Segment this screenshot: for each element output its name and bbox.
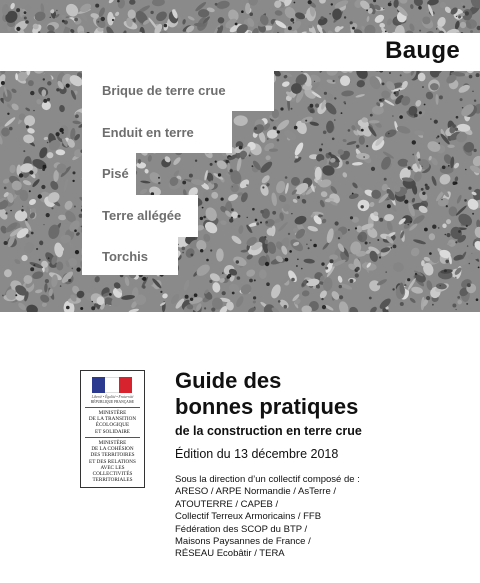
ministry-territories: MINISTÈRE DE LA COHÉSION DES TERRITOIRES ET DES RELATIONS AVEC LES COLLECTIVITÉS TERRITORIALES — [89, 440, 136, 484]
guide-title: Guide des bonnes pratiques — [175, 368, 359, 419]
direction-credits: Sous la direction d’un collectif composé de : ARESO / ARPE Normandie / AsTerre / ATOUTERRE / CAPEB / Collectif Terreux Armoricains / FFB Fédération des SCOP du BTP / Maisons Paysannes de France / RÉSEAU Ecobâtir / TERA — [175, 474, 360, 560]
cover-title: Bauge — [385, 37, 460, 64]
logo-divider — [85, 407, 140, 408]
ministry-ecology: MINISTÈRE DE LA TRANSITION ÉCOLOGIQUE ET SOLIDAIRE — [88, 410, 137, 435]
technique-label: Terre allégée — [102, 208, 182, 223]
technique-label: Torchis — [102, 249, 148, 264]
marianne-flag-icon — [92, 377, 132, 393]
guide-subtitle: de la construction en terre crue — [175, 424, 362, 438]
government-logo — [80, 370, 145, 488]
edition-date: Édition du 13 décembre 2018 — [175, 447, 339, 461]
technique-label: Brique de terre crue — [102, 83, 226, 98]
technique-label: Pisé — [102, 166, 129, 181]
logo-republic: RÉPUBLIQUE FRANÇAISE — [90, 400, 135, 404]
logo-divider — [85, 437, 140, 438]
logo-motto: Liberté • Égalité • Fraternité — [91, 395, 134, 399]
technique-label: Enduit en terre — [102, 125, 194, 140]
